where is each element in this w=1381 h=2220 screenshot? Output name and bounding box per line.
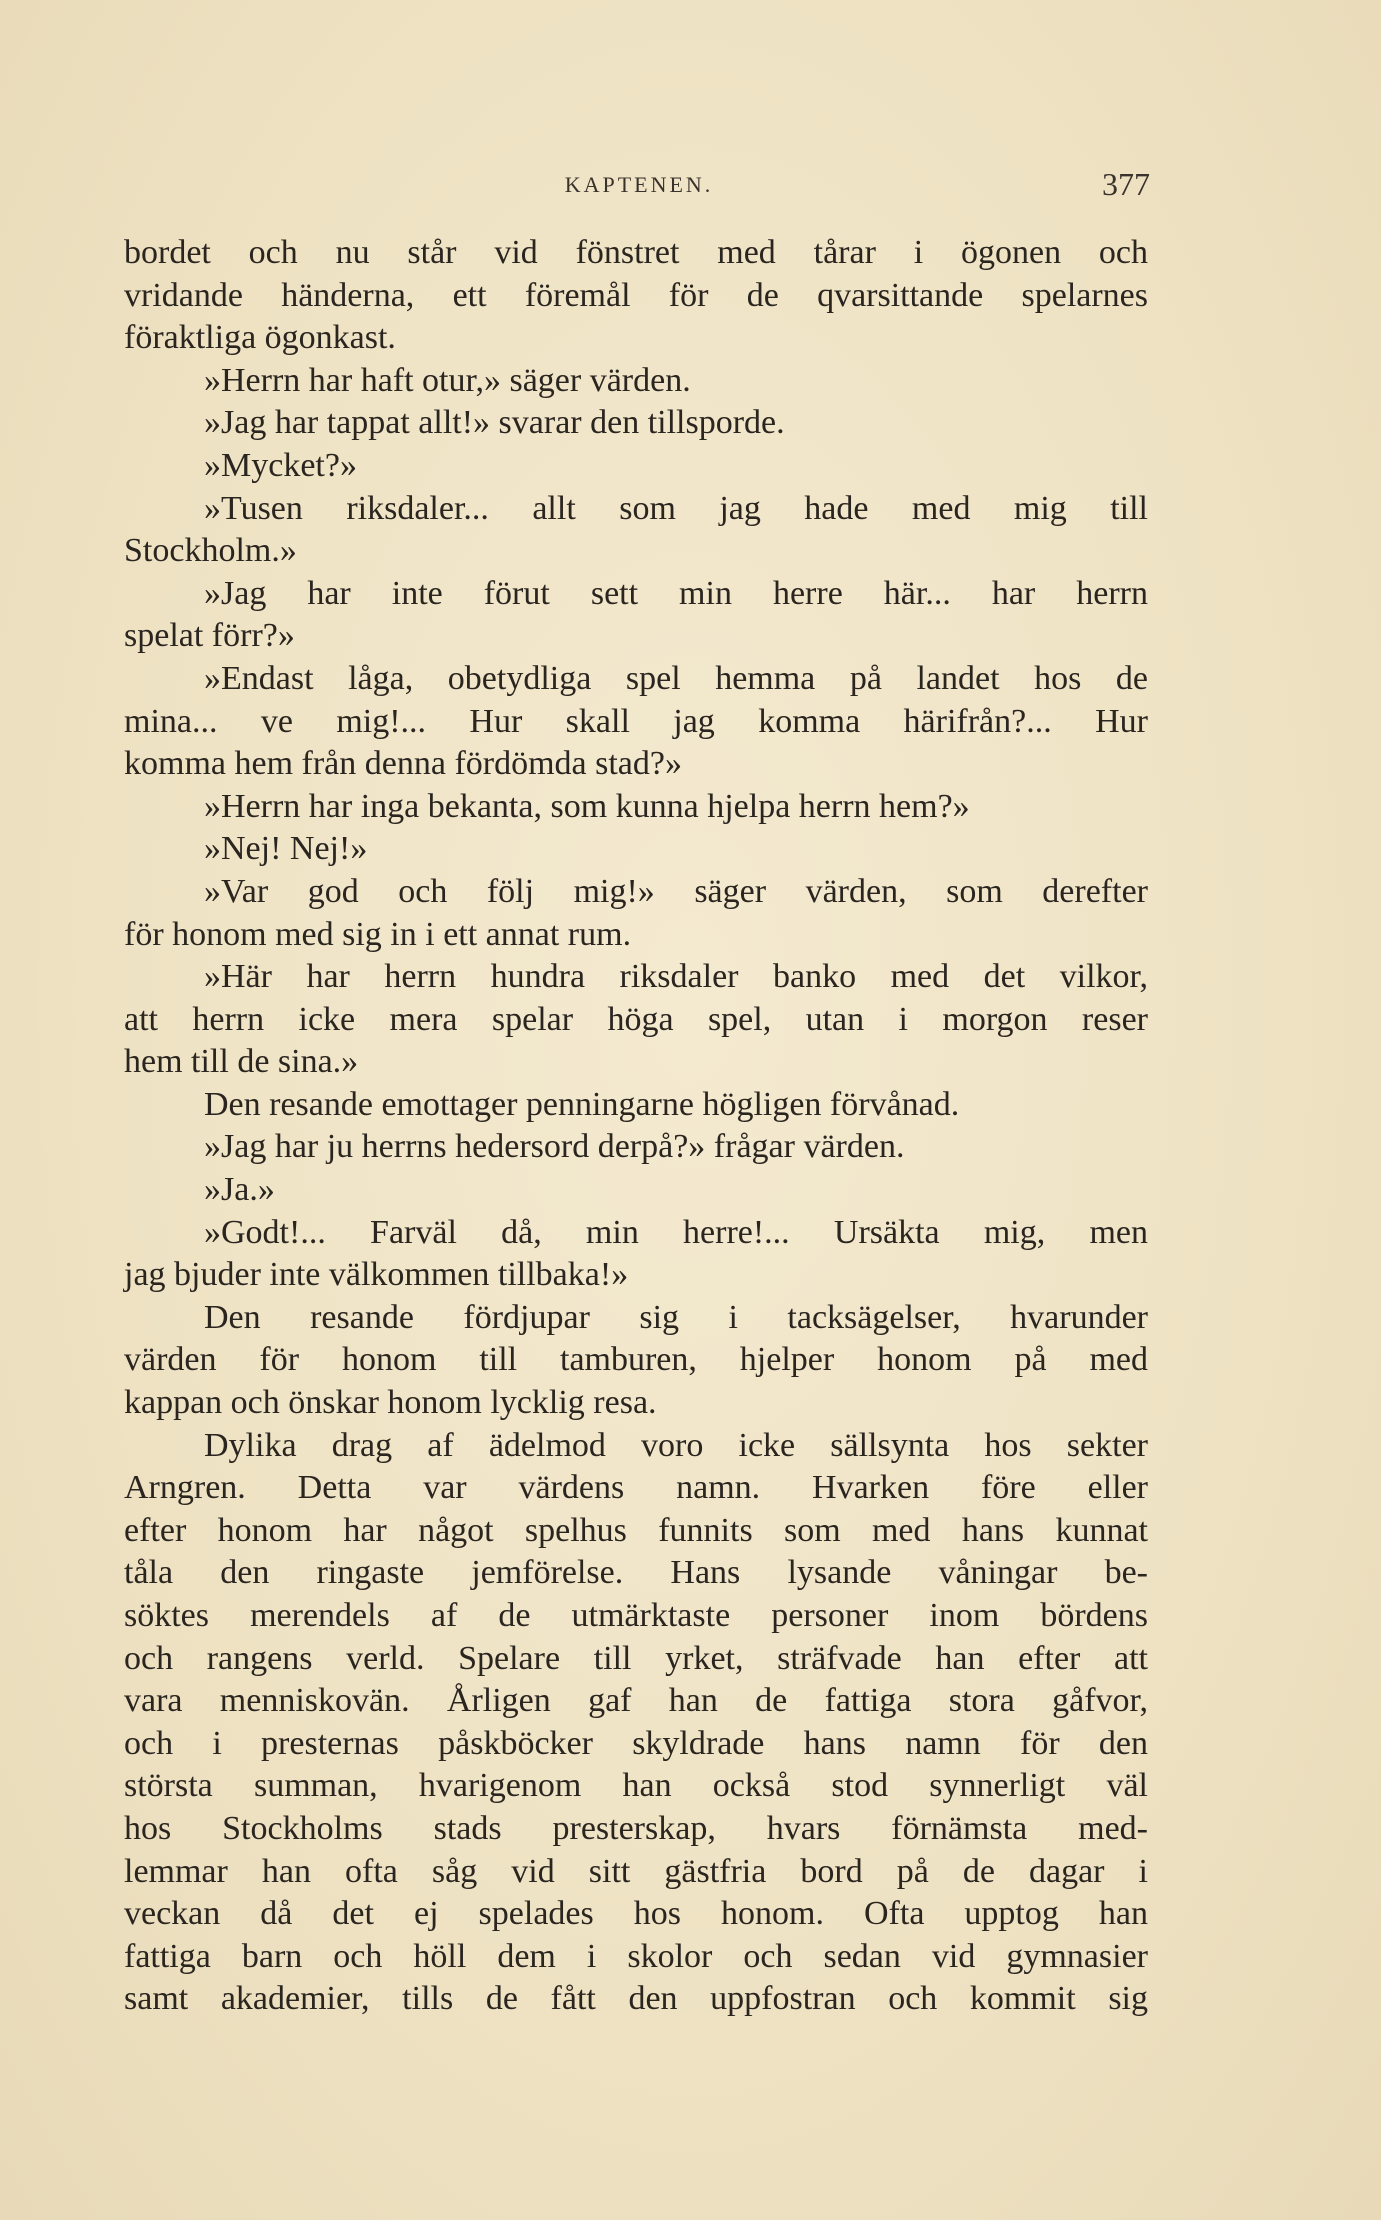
text-line: och rangens verld. Spelare till yrket, sträfvade han efter att <box>124 1639 1148 1677</box>
text-line: »Herrn har haft otur,» säger värden. <box>204 361 691 399</box>
text-line: tåla den ringaste jemförelse. Hans lysande våningar be- <box>124 1554 1148 1592</box>
body-text <box>124 232 1148 2021</box>
text-line: veckan då det ej spelades hos honom. Ofta upptog han <box>124 1895 1148 1933</box>
text-line: »Jag har inte förut sett min herre här... har herrn <box>204 574 1148 612</box>
text-line: »Jag har tappat allt!» svarar den tillsporde. <box>204 404 785 442</box>
text-line: för honom med sig in i ett annat rum. <box>124 915 632 953</box>
text-line: »Ja.» <box>204 1171 275 1209</box>
text-line: Stockholm.» <box>124 532 297 570</box>
text-line: Den resande fördjupar sig i tacksägelser, hvarunder <box>204 1298 1148 1336</box>
text-line: värden för honom till tamburen, hjelper honom på med <box>124 1341 1148 1379</box>
text-line: »Godt!... Farväl då, min herre!... Ursäkta mig, men <box>204 1213 1148 1251</box>
text-line: »Var god och följ mig!» säger värden, som derefter <box>204 872 1148 910</box>
text-line: att herrn icke mera spelar höga spel, utan i morgon reser <box>124 1000 1148 1038</box>
page-number: 377 <box>1102 166 1150 202</box>
text-line: komma hem från denna fördömda stad?» <box>124 745 682 783</box>
text-line: »Jag har ju herrns hedersord derpå?» frågar värden. <box>204 1128 905 1166</box>
page-header <box>124 166 1154 210</box>
text-line: kappan och önskar honom lycklig resa. <box>124 1384 657 1422</box>
text-line: efter honom har något spelhus funnits som med hans kunnat <box>124 1511 1148 1549</box>
text-line: fattiga barn och höll dem i skolor och sedan vid gymnasier <box>124 1937 1148 1975</box>
text-line: bordet och nu står vid fönstret med tårar i ögonen och <box>124 234 1148 271</box>
text-line: Dylika drag af ädelmod voro icke sällsynta hos sekter <box>204 1426 1148 1464</box>
text-line: största summan, hvarigenom han också stod synnerligt väl <box>124 1767 1148 1805</box>
text-line: »Tusen riksdaler... allt som jag hade med mig till <box>204 489 1148 527</box>
text-line: jag bjuder inte välkommen tillbaka!» <box>124 1256 629 1294</box>
text-line: »Endast låga, obetydliga spel hemma på landet hos de <box>204 659 1148 697</box>
text-line: vara menniskovän. Årligen gaf han de fattiga stora gåfvor, <box>124 1682 1148 1720</box>
text-line: »Nej! Nej!» <box>204 830 368 868</box>
text-line: Den resande emottager penningarne högligen förvånad. <box>204 1085 960 1123</box>
text-line: samt akademier, tills de fått den uppfostran och kommit sig <box>124 1980 1148 2018</box>
text-line: »Herrn har inga bekanta, som kunna hjelpa herrn hem?» <box>204 787 970 825</box>
text-line: hos Stockholms stads presterskap, hvars förnämsta med- <box>124 1809 1148 1847</box>
text-line: spelat förr?» <box>124 617 295 655</box>
running-head: KAPTENEN. <box>564 172 714 197</box>
text-line: lemmar han ofta såg vid sitt gästfria bord på de dagar i <box>124 1852 1148 1890</box>
text-line: föraktliga ögonkast. <box>124 319 396 357</box>
text-line: Arngren. Detta var värdens namn. Hvarken före eller <box>124 1469 1148 1507</box>
text-line: hem till de sina.» <box>124 1043 359 1081</box>
text-line: »Här har herrn hundra riksdaler banko med det vilkor, <box>204 958 1148 996</box>
text-line: vridande händerna, ett föremål för de qvarsittande spelarnes <box>124 276 1148 314</box>
text-line: och i presternas påskböcker skyldrade hans namn för den <box>124 1724 1148 1762</box>
text-line: mina... ve mig!... Hur skall jag komma härifrån?... Hur <box>124 702 1148 740</box>
text-line: »Mycket?» <box>204 446 357 484</box>
text-line: söktes merendels af de utmärktaste personer inom bördens <box>124 1597 1148 1634</box>
